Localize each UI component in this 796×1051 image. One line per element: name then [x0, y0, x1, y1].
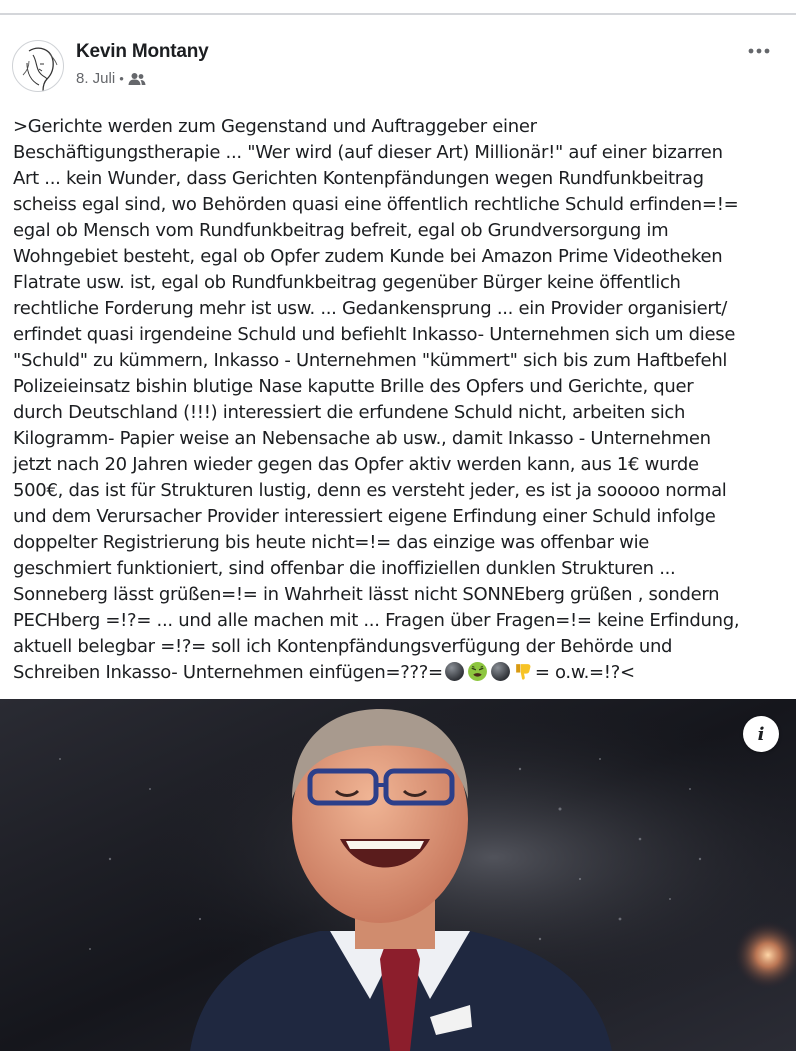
info-icon: i [757, 723, 765, 745]
post-text-body: >Gerichte werden zum Gegenstand und Auftraggeber einer Beschäftigungstherapie ... "Wer wird (auf dieser Art) Millionär!" auf einer bizarren Art ... kein Wunder, dass Gerichten Kontenpfändungen wegen Rundfunkbeitrag scheiss egal sind, wo Behörden quasi eine öffentlich rechtliche Schuld erfinden=!= egal ob Mensch vom Rundfunkbeitrag befreit, egal ob Grundversorgung im Wohngebiet besteht, egal ob Opfer zudem Kunde bei Amazon Prime Videotheken Flatrate usw. ist, egal ob Rundfunkbeitrag gegenüber Bürger keine öffentlich rechtliche Forderung mehr ist usw. ... Gedankensprung ... ein Provider organisiert/ erfindet quasi irgendeine Schuld und befiehlt Inkasso- Unternehmen sich um diese "Schuld" zu kümmern, Inkasso - Unternehmen "kümmert" sich bis zum Haftbefehl Polizeieinsatz bishin blutige Nase kaputte Brille des Opfers und Gerichte, quer durch Deutschland (!!!) interessiert die erfundene Schuld nicht, arbeiten sich Kilogramm- Papier weise an Nebensache ab usw., damit Inkasso - Unternehmen jetzt nach 20 Jahren wieder gegen das Opfer aktiv werden kann, aus 1€ wurde 500€, das ist für Strukturen lustig, denn es versteht jeder, es ist ja sooooo normal und dem Verursacher Provider interessiert eigene Erfindung einer Schuld infolge doppelter Registrierung bis heute nicht=!= das einzige was offenbar wie geschmiert funktioniert, sind offenbar die inoffiziellen dunklen Strukturen ... Sonneberg lässt grüßen=!= in Wahrheit lässt nicht SONNEberg grüßen , sondern PECHberg =!?= ... und alle machen mit ... Fragen über Fragen=!= keine Erfindung, aktuell belegbar =!?= soll ich Kontenpfändungsverfügung der Behörde und Schreiben Inkasso- Unternehmen einfügen=???= [13, 116, 740, 683]
post-header [0, 15, 796, 105]
friends-icon[interactable] [128, 72, 146, 86]
nauseated-face-emoji [467, 661, 488, 682]
avatar[interactable] [12, 40, 64, 92]
more-options-button[interactable] [744, 41, 774, 61]
meta-separator: • [119, 71, 124, 86]
ad-info-button[interactable] [743, 716, 779, 752]
black-circle-emoji [444, 661, 465, 682]
post-date[interactable]: 8. Juli [76, 70, 116, 87]
avatar-sketch-portrait [13, 41, 64, 92]
post-meta [76, 70, 146, 87]
post-text [13, 114, 791, 686]
author-name[interactable]: Kevin Montany [76, 41, 209, 62]
more-horizontal-icon [748, 48, 770, 54]
thumbs-down-emoji [513, 661, 534, 682]
post-text-tail: = o.w.=!?< [534, 662, 635, 683]
photo-laughing-man [0, 699, 796, 1051]
black-circle-emoji [490, 661, 511, 682]
post-photo[interactable] [0, 699, 796, 1051]
